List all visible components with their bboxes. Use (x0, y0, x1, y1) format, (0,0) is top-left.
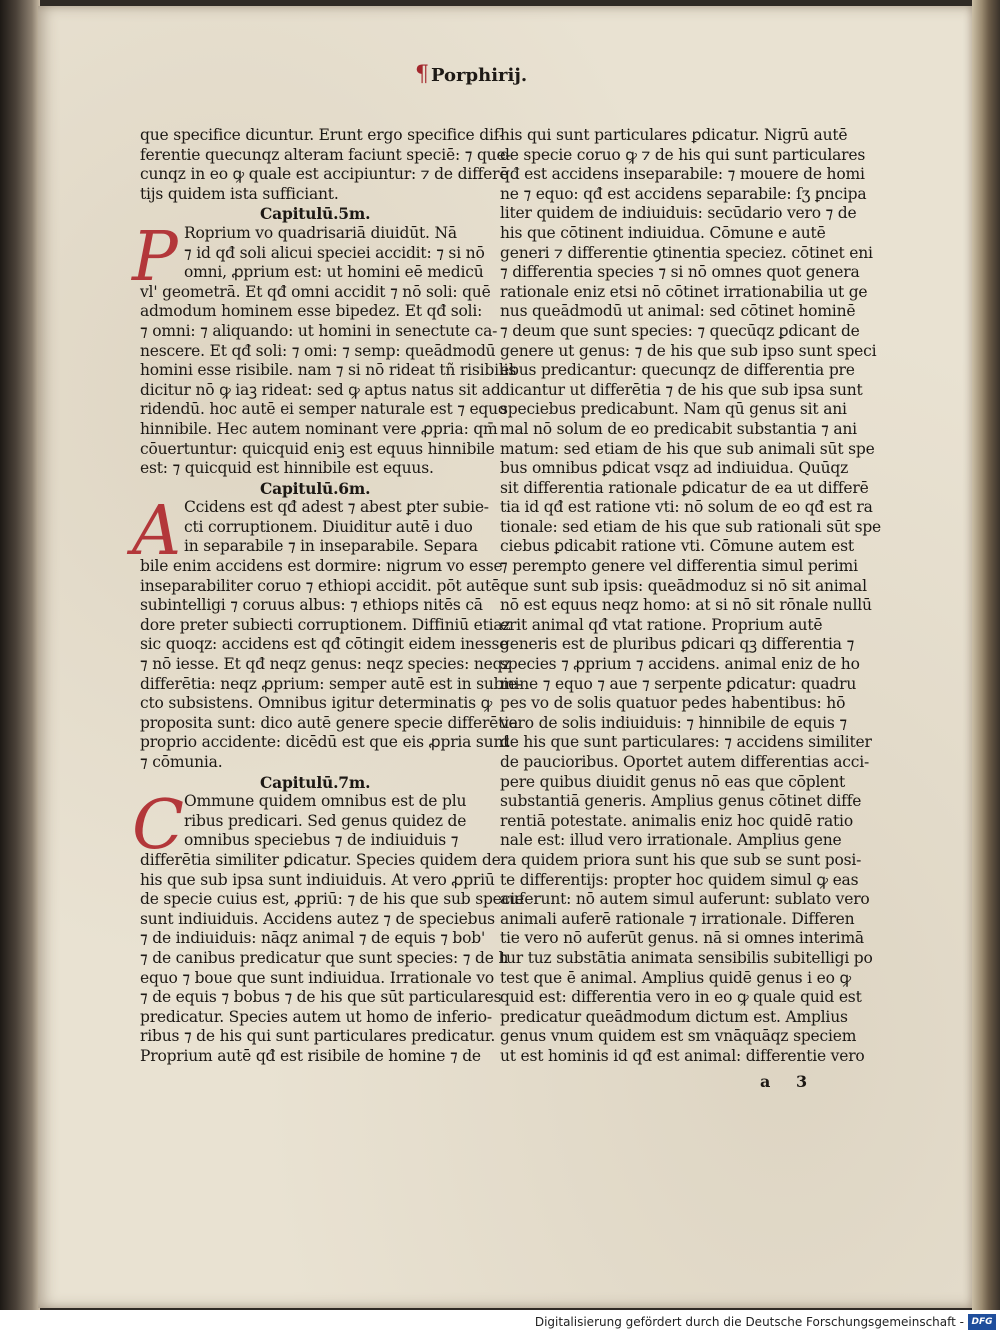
text-line: ne ⁊ equo: qđ est accidens separabile: ſʒ ꝑncipa (500, 184, 867, 203)
right-column (500, 126, 882, 1067)
text-line: genus vnum quidem est sm vnāquāqz speciem (500, 1027, 857, 1046)
text-line: admodum hominem esse bipedez. Et qđ soli: (140, 302, 483, 321)
text-line: ribus ⁊ de his qui sunt particulares predicatur. (140, 1027, 496, 1046)
chapter-heading: Capitulū.6m. (260, 478, 371, 498)
text-line: ut est hominis id qđ est animal: differentie vero (500, 1046, 865, 1065)
text-line: sic quoqz: accidens est qđ cōtingit eidem inesse (140, 635, 509, 654)
text-line: Roprium vo quadrisariā diuidūt. Nā (184, 223, 457, 242)
text-line: sit differentia rationale ꝑdicatur de ea ut differē (500, 478, 869, 497)
text-line: genere ut genus: ⁊ de his que sub ipso sunt speci (500, 341, 877, 360)
text-line: de his que sunt particulares: ⁊ accidens similiter (500, 733, 872, 752)
text-line: cunqz in eo ꝙ quale est accipiuntur: ⁊ de differē (140, 165, 509, 184)
text-block (140, 850, 524, 1067)
text-line: de specie coruo ꝙ ⁊ de his qui sunt particulares (500, 145, 866, 164)
text-line: Ccidens est qđ adest ⁊ abest ꝑter subie- (184, 498, 489, 517)
text-line: Proprium autē qđ est risibile de homine ⁊ de (140, 1046, 481, 1065)
text-line: proprio accidente: dicēdū est que eis ꝓpria sunt (140, 733, 510, 752)
text-line: tia id qđ est ratione vti: nō solum de eo qđ est ra (500, 498, 873, 517)
text-line: generi ⁊ differentie ꝯtinentia speciez. cōtinet eni (500, 243, 873, 262)
text-line: matum: sed etiam de his que sub animali sūt spe (500, 439, 875, 458)
text-line: de specie cuius est, ꝓpriū: ⁊ de his que sub specie (140, 890, 524, 909)
footer-credit: Digitalisierung gefördert durch die Deutsche Forschungsgemeinschaft - (534, 1315, 964, 1329)
text-line: ra quidem priora sunt his que sub se sunt posi- (500, 850, 862, 869)
text-line: Ommune quidem omnibus est de plu (184, 792, 467, 811)
text-line: homini esse risibile. nam ⁊ si nō rideat tñ risibilis (140, 361, 517, 380)
text-line: omnibus speciebus ⁊ de indiuiduis ⁊ (184, 831, 459, 850)
text-line: que specifice dicuntur. Erunt ergo specifice dif- (140, 126, 504, 144)
text-line: ⁊ id qđ soli alicui speciei accidit: ⁊ si nō (184, 243, 485, 262)
text-line: in separabile ⁊ in inseparabile. Separa (184, 537, 478, 556)
signature-mark: a 3 (760, 1072, 818, 1091)
text-line: sunt indiuiduis. Accidens autez ⁊ de speciebus (140, 909, 495, 928)
paragraph-mark-icon: ¶ (415, 62, 429, 87)
text-line: ⁊ de canibus predicatur que sunt species: ⁊ de h (140, 948, 509, 967)
text-line: nus queādmodū ut animal: sed cōtinet hominē (500, 302, 856, 321)
text-line: nescere. Et qđ soli: ⁊ omi: ⁊ semp: queādmodū (140, 341, 496, 360)
text-line: tie vero nō auferūt genus. nā si omnes interimā (500, 929, 864, 948)
text-line: his que sub ipsa sunt indiuiduis. At vero ꝓpriū (140, 870, 495, 889)
text-line: equo ⁊ boue que sunt indiuidua. Irrationale vo (140, 968, 495, 987)
text-line: ribus predicari. Sed genus quidez de (184, 811, 467, 830)
text-line: differētia: neqz ꝓprium: semper autē est in subie- (140, 674, 523, 693)
text-line: tijs quidem ista sufficiant. (140, 184, 339, 203)
text-line: ⁊ nō iesse. Et qđ neqz genus: neqz species: neqz (140, 655, 511, 674)
text-line: mine ⁊ equo ⁊ aue ⁊ serpente ꝑdicatur: quadru (500, 674, 857, 693)
chapter-heading: Capitulū.5m. (260, 204, 371, 224)
text-line: ciebus ꝑdicabit ratione vti. Cōmune autem est (500, 537, 854, 556)
text-line: species ⁊ ꝓprium ⁊ accidens. animal eniz de ho (500, 655, 860, 674)
text-line: erit animal qđ vtat ratione. Proprium autē (500, 615, 823, 634)
text-line: ⁊ cōmunia. (140, 753, 223, 771)
text-line: generis est de pluribus ꝑdicari qꝫ differentia ⁊ (500, 635, 855, 654)
indented-lines (140, 498, 489, 557)
text-line: tur tuz substātia animata sensibilis subitelligi po (500, 948, 873, 967)
footer-bar (0, 1310, 1000, 1335)
text-line: ebus predicantur: quecunqz de differentia pre (500, 361, 855, 380)
text-line: proposita sunt: dico autē genere specie differētia (140, 713, 518, 732)
text-line: liter quidem de indiuiduis: secūdario vero ⁊ de (500, 204, 857, 223)
text-line: tionale: sed etiam de his que sub rationali sūt spe (500, 517, 882, 536)
text-line: nale est: illud vero irrationale. Amplius gene (500, 831, 842, 850)
text-line: ⁊ differentia species ⁊ si nō omnes quot genera (500, 263, 860, 282)
text-line: omni, ꝓprium est: ut homini eē medicū (184, 263, 484, 282)
running-head-text: Porphirij. (431, 65, 528, 86)
decorated-initial: C (132, 786, 184, 866)
text-line: qđ est accidens inseparabile: ⁊ mouere de homi (500, 165, 865, 184)
text-line: his qui sunt particulares ꝑdicatur. Nigrū autē (500, 126, 848, 144)
text-line: ⁊ de equis ⁊ bobus ⁊ de his que sūt particulares (140, 988, 502, 1007)
text-line: est: ⁊ quicquid est hinnibile est equus. (140, 459, 434, 478)
text-line: hinnibile. Hec autem nominant vere ꝓpria: qm̄ (140, 419, 498, 438)
dfg-logo: DFG (968, 1314, 996, 1330)
decorated-initial: P (132, 217, 178, 297)
text-line: predicatur queādmodum dictum est. Amplius (500, 1007, 848, 1026)
text-line: cti corruptionem. Diuiditur autē i duo (184, 517, 473, 536)
text-line: quid est: differentia vero in eo ꝙ quale quid est (500, 988, 862, 1007)
text-line: rationale eniz etsi nō cōtinet irrationabilia ut ge (500, 282, 868, 301)
text-line: de paucioribus. Oportet autem differentias acci- (500, 753, 869, 771)
text-line: auferunt: nō autem simul auferunt: sublato vero (500, 890, 870, 909)
text-line: mal nō solum de eo predicabit substantia ⁊ ani (500, 419, 857, 438)
text-line: his que cōtinent indiuidua. Cōmune e autē (500, 223, 826, 242)
text-line: dicitur nō ꝙ iaꝫ rideat: sed ꝙ aptus natus sit ad (140, 380, 501, 399)
text-line: ⁊ deum que sunt species: ⁊ quecūqz ꝑdicant de (500, 321, 860, 340)
text-line: cōuertuntur: quicquid eniꝫ est equus hinnibile (140, 439, 495, 458)
text-line: ⁊ de indiuiduis: nāqz animal ⁊ de equis ⁊ bob' (140, 929, 486, 948)
page-edge (972, 0, 1000, 1310)
text-line: te differentijs: propter hoc quidem simul ꝙ eas (500, 870, 859, 889)
text-line: ridendū. hoc autē ei semper naturale est ⁊ equo (140, 400, 508, 419)
text-line: speciebus predicabunt. Nam qū genus sit ani (500, 400, 847, 419)
text-line: subintelligi ⁊ coruus albus: ⁊ ethiops nitēs cā (140, 596, 483, 615)
book-gutter (0, 0, 40, 1310)
text-line: dore preter subiecti corruptionem. Diffiniū etiaz (140, 615, 511, 634)
left-column (132, 126, 524, 1067)
text-line: ⁊ omni: ⁊ aliquando: ut homini in senectute ca- (140, 321, 498, 340)
text-line: dicantur ut differētia ⁊ de his que sub ipsa sunt (500, 380, 863, 399)
text-line: inseparabiliter coruo ⁊ ethiopi accidit. pōt autē (140, 576, 500, 595)
text-line: que sunt sub ipsis: queādmoduz si nō sit animal (500, 576, 867, 595)
text-line: differētia similiter ꝑdicatur. Species quidem de (140, 850, 501, 869)
text-line: animali auferē rationale ⁊ irrationale. Differen (500, 909, 855, 928)
text-line: pes vo de solis quatuor pedes habentibus: hō (500, 694, 846, 713)
text-line: vero de solis indiuiduis: ⁊ hinnibile de equis ⁊ (500, 713, 847, 732)
chapter-heading: Capitulū.7m. (260, 772, 371, 792)
text-line: cto subsistens. Omnibus igitur determinatis ꝙ (140, 694, 493, 713)
indented-lines (140, 792, 478, 851)
text-block (140, 126, 511, 204)
text-line: rentiā potestate. animalis eniz hoc quidē ratio (500, 811, 853, 830)
decorated-initial: A (132, 492, 181, 572)
text-line: ⁊ perempto genere vel differentia simul perimi (500, 557, 858, 576)
text-block (140, 282, 517, 479)
text-line: predicatur. Species autem ut homo de inferio- (140, 1007, 492, 1026)
text-line: vl' geometrā. Et qđ omni accidit ⁊ nō soli: quē (140, 282, 491, 301)
indented-lines (140, 223, 485, 283)
text-line: test que ē animal. Amplius quidē genus i eo ꝙ (500, 968, 851, 987)
text-line: bile enim accidens est dormire: nigrum vo esse (140, 557, 503, 576)
running-head (415, 62, 527, 87)
text-line: substantiā generis. Amplius genus cōtinet diffe (500, 792, 862, 811)
text-line: bus omnibus ꝑdicat vsqz ad indiuidua. Quūqz (500, 459, 849, 478)
text-line: nō est equus neqz homo: at si nō sit rōnale nullū (500, 596, 872, 615)
text-line: pere quibus diuidit genus nō eas que cōplent (500, 772, 846, 791)
text-line: ferentie quecunqz alteram faciunt speciē: ⁊ que- (140, 145, 511, 164)
text-block (140, 557, 523, 773)
